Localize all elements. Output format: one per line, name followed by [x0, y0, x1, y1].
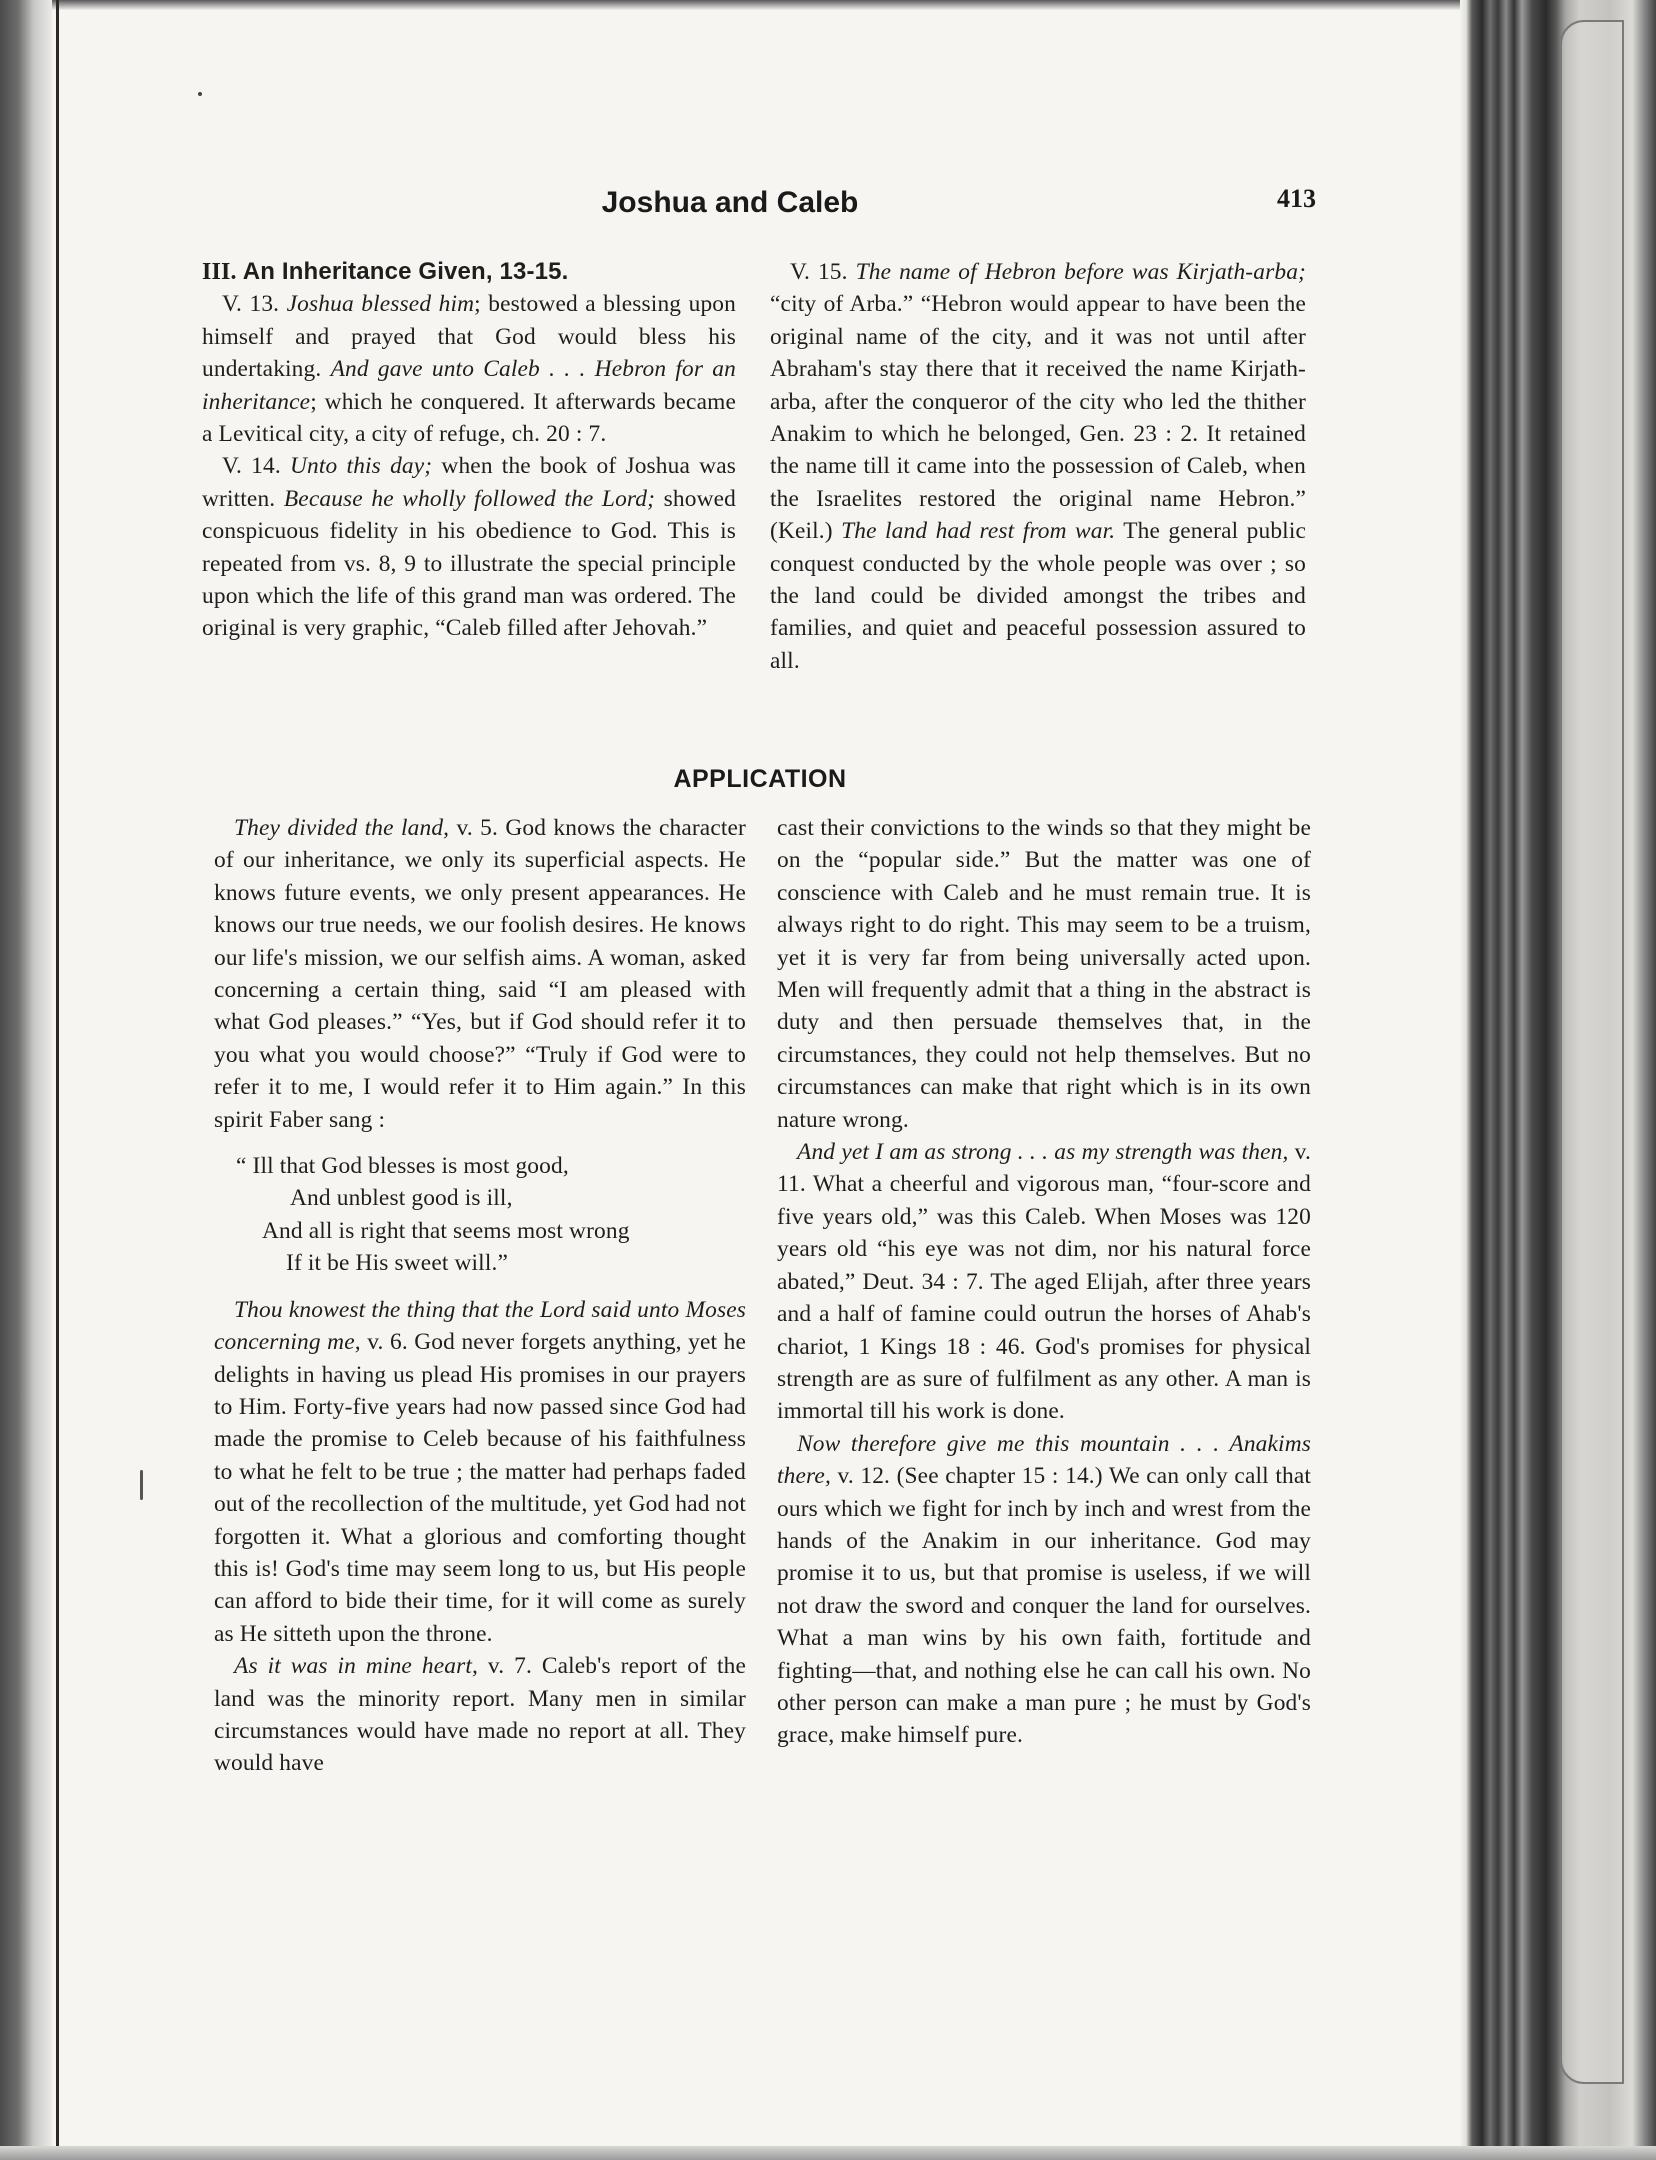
section-heading: [202, 256, 736, 288]
commentary-text: “city of Arba.” “Hebron would appear to have been the original name of the city, and it was not until after Abraham's stay there that it received the name Kirjath-arba, after the conqueror of the city who led the thither Anakim to which he belonged, Gen. 23 : 2. It retained the name till it came into the possession of Caleb, when the Israelites restored the original name Hebron.” (Keil.): [770, 291, 1306, 545]
verse-ref: V. 15.: [790, 259, 856, 285]
application-paragraph-1: [214, 812, 746, 1136]
book-spine: [1460, 0, 1656, 2160]
poem-line: And all is right that seems most wrong: [262, 1217, 630, 1244]
quoted-phrase: Thou knowest the thing that the Lord said unto Moses concerning me,: [214, 1296, 746, 1356]
page-number: 413: [1277, 184, 1316, 213]
scan-left-edge: [0, 0, 52, 2160]
section-numeral: III.: [202, 259, 237, 285]
scan-bottom-edge: [0, 2146, 1656, 2160]
quoted-phrase: They divided the land,: [234, 815, 450, 841]
poem-line: If it be His sweet will.”: [286, 1250, 509, 1277]
application-paragraph-2: [214, 1294, 746, 1650]
section-three-right-column: [770, 256, 1306, 677]
scan-left-rule: [56, 0, 59, 2160]
commentary-text: cast their convictions to the winds so that they might be on the “popular side.” But the matter was one of conscience with Caleb and he must remain true. It is always right to do right. This may seem to be a truism, yet it is very far from being universally acted upon. Men will frequently admit that a thing in the abstract is duty and then persuade themselves that, in the circumstances, they could not help themselves. But no circumstances can make that right which is in its own nature wrong.: [777, 815, 1311, 1133]
commentary-text: showed conspicuous fidelity in his obedience to God. This is repeated from vs. 8, 9 to illustrate the special principle upon which the life of this grand man was ordered. The original is very graphic, “Caleb filled after Jehovah.”: [202, 485, 736, 642]
section-title: An Inheritance Given, 13-15.: [242, 258, 569, 285]
commentary-text: v. 5. God knows the character of our inheritance, we only its superficial aspects. He knows future events, we only present appearances. He knows our true needs, we our foolish desires. He knows our life's mission, we our selfish aims. A woman, asked concerning a certain thing, said “I am pleased with what God pleases.” “Yes, but if God should refer it to you what you would choose?” “Truly if God were to refer it to me, I would refer it to Him again.” In this spirit Faber sang :: [214, 815, 746, 1133]
commentary-text: v. 11. What a cheerful and vigorous man, “four-score and five years old,” was this Caleb. When Moses was 120 years old “his eye was not dim, nor his natural force abated,” Deut. 34 : 7. The aged Elijah, after three years and a half of famine could outrun the horses of Ahab's chariot, 1 Kings 18 : 46. God's promises for physical strength are as sure of fulfilment as any other. A man is immortal till his work is done.: [777, 1139, 1311, 1425]
quoted-phrase: Unto this day;: [290, 453, 433, 480]
quoted-phrase: Joshua blessed him: [286, 291, 475, 318]
poem-line: And unblest good is ill,: [290, 1185, 513, 1212]
commentary-text: v. 12. (See chapter 15 : 14.) We can only call that ours which we fight for inch by inch and wrest from the hands of the Anakim in our inheritance. God may promise it to us, but that promise is useless, if we will not draw the sword and conquer the land for ourselves. What a man wins by his own faith, fortitude and fighting—that, and nothing else he can call his own. No other person can make a man pure ; he must by God's grace, make himself pure.: [777, 1463, 1311, 1749]
book-spine-curve: [1560, 20, 1624, 2084]
application-heading: APPLICATION: [673, 765, 847, 793]
application-paragraph-4: [777, 1136, 1311, 1428]
application-left-column: [214, 812, 746, 1780]
commentary-text: ; which he conquered. It afterwards became a Levitical city, a city of refuge, ch. 20 : 7.: [202, 388, 736, 448]
quoted-phrase: And gave unto Caleb . . . Hebron for an inheritance: [202, 356, 736, 415]
commentary-text: when the book of Joshua was written.: [202, 453, 736, 512]
verse-ref: V. 14.: [222, 453, 291, 480]
commentary-text: The general public conquest conducted by the whole people was over ; so the land could be divided amongst the tribes and families, and quiet and peaceful possession assured to all.: [770, 518, 1306, 674]
paragraph-verse-14: [202, 450, 736, 644]
application-paragraph-5: [777, 1428, 1311, 1752]
quoted-phrase: Now therefore give me this mountain . . . Anakims there,: [777, 1430, 1311, 1490]
paragraph-verse-13: [202, 288, 736, 450]
quoted-phrase: The name of Hebron before was Kirjath-arba;: [855, 259, 1306, 285]
commentary-text: v. 7. Caleb's report of the land was the minority report. Many men in similar circumstances would have made no report at all. They would have: [214, 1653, 746, 1777]
commentary-text: v. 6. God never forgets anything, yet he delights in having us plead His promises in our prayers to Him. Forty-five years had now passed since God had made the promise to Celeb because of his faithfulness to what he felt to be true ; the matter had perhaps faded out of the recollection of the multitude, yet God had not forgotten it. What a glorious and comforting thought this is! God's time may seem long to us, but His people can afford to bide their time, for it will come as surely as He sitteth upon the throne.: [214, 1329, 746, 1647]
commentary-text: ; bestowed a blessing upon himself and prayed that God would bless his undertaking.: [202, 291, 736, 383]
faber-poem: [214, 1150, 746, 1280]
speck: [198, 92, 202, 96]
application-paragraph-3-continued: [777, 812, 1311, 1136]
quoted-phrase: Because he wholly followed the Lord;: [283, 485, 656, 512]
verse-ref: V. 13.: [222, 291, 287, 318]
poem-line: “ Ill that God blesses is most good,: [236, 1153, 569, 1180]
paragraph-verse-15: [770, 256, 1306, 677]
quoted-phrase: As it was in mine heart,: [234, 1653, 478, 1680]
section-three-left-column: [202, 256, 736, 645]
quoted-phrase: And yet I am as strong . . . as my strength was then,: [797, 1139, 1289, 1166]
application-paragraph-3: [214, 1650, 746, 1780]
scan-top-edge: [0, 0, 1480, 10]
application-right-column: [777, 812, 1311, 1752]
running-title: Joshua and Caleb: [601, 186, 859, 219]
speck: [140, 1470, 143, 1500]
quoted-phrase: The land had rest from war.: [841, 518, 1116, 545]
